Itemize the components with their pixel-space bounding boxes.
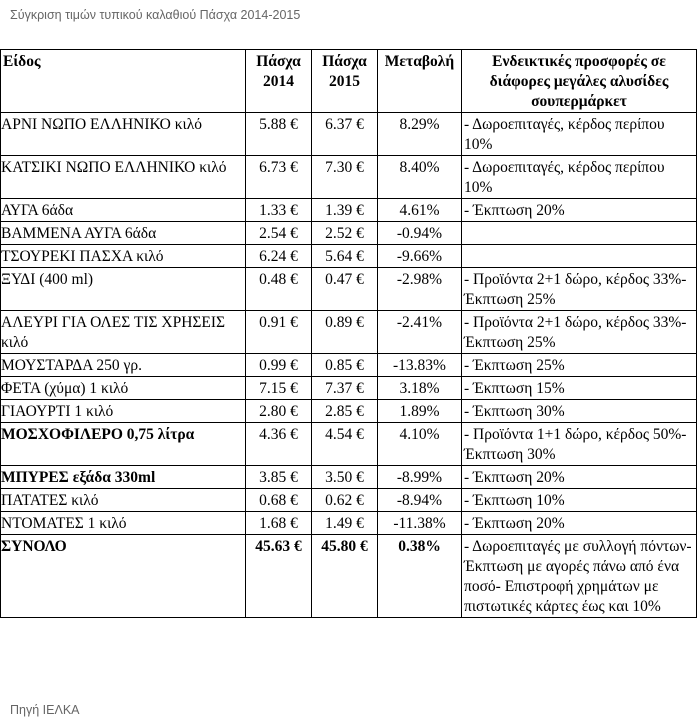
cell-change: 3.18% xyxy=(378,377,462,400)
cell-offer: - Προϊόντα 1+1 δώρο, κέρδος 50%- Έκπτωση 30% xyxy=(462,423,697,466)
cell-offer: - Δωροεπιταγές, κέρδος περίπου 10% xyxy=(462,156,697,199)
cell-price-2015: 3.50 € xyxy=(312,466,378,489)
cell-price-2014: 1.33 € xyxy=(246,199,312,222)
table-row xyxy=(1,245,697,268)
cell-price-2014: 2.54 € xyxy=(246,222,312,245)
cell-item: ΓΙΑΟΥΡΤΙ 1 κιλό xyxy=(1,400,246,423)
table-row xyxy=(1,423,697,466)
table-row xyxy=(1,268,697,311)
table-row xyxy=(1,156,697,199)
cell-item: ΜΟΥΣΤΑΡΔΑ 250 γρ. xyxy=(1,354,246,377)
table-row xyxy=(1,466,697,489)
header-easter-2014: Πάσχα 2014 xyxy=(246,50,312,113)
cell-offer xyxy=(462,222,697,245)
table-row xyxy=(1,512,697,535)
cell-change: -13.83% xyxy=(378,354,462,377)
total-offer: - Δωροεπιταγές με συλλογή πόντων- Έκπτωση με αγορές πάνω από ένα ποσό- Επιστροφή χρημάτων με πιστωτικές κάρτες έως και 10% xyxy=(462,535,697,618)
cell-offer: - Έκπτωση 20% xyxy=(462,466,697,489)
table-row xyxy=(1,113,697,156)
cell-item: ΑΡΝΙ ΝΩΠΟ ΕΛΛΗΝΙΚΟ κιλό xyxy=(1,113,246,156)
cell-offer: - Προϊόντα 2+1 δώρο, κέρδος 33%- Έκπτωση 25% xyxy=(462,268,697,311)
table-row xyxy=(1,199,697,222)
cell-change: -2.41% xyxy=(378,311,462,354)
total-price-2014: 45.63 € xyxy=(246,535,312,618)
cell-change: -2.98% xyxy=(378,268,462,311)
cell-item: ΞΥΔΙ (400 ml) xyxy=(1,268,246,311)
cell-change: -8.94% xyxy=(378,489,462,512)
price-comparison-table xyxy=(0,49,697,618)
total-row xyxy=(1,535,697,618)
cell-item: ΝΤΟΜΑΤΕΣ 1 κιλό xyxy=(1,512,246,535)
table-caption: Σύγκριση τιμών τυπικού καλαθιού Πάσχα 2014-2015 xyxy=(10,8,301,22)
cell-offer: - Έκπτωση 30% xyxy=(462,400,697,423)
cell-item: ΜΠΥΡΕΣ εξάδα 330ml xyxy=(1,466,246,489)
cell-price-2014: 1.68 € xyxy=(246,512,312,535)
cell-price-2014: 6.73 € xyxy=(246,156,312,199)
header-offers: Ενδεικτικές προσφορές σε διάφορες μεγάλες αλυσίδες σουπερμάρκετ xyxy=(462,50,697,113)
cell-offer: - Έκπτωση 20% xyxy=(462,199,697,222)
cell-price-2014: 0.68 € xyxy=(246,489,312,512)
cell-price-2014: 7.15 € xyxy=(246,377,312,400)
cell-price-2015: 4.54 € xyxy=(312,423,378,466)
cell-price-2015: 0.85 € xyxy=(312,354,378,377)
table-row xyxy=(1,400,697,423)
cell-price-2015: 0.62 € xyxy=(312,489,378,512)
cell-change: 8.40% xyxy=(378,156,462,199)
cell-item: ΤΣΟΥΡΕΚΙ ΠΑΣΧΑ κιλό xyxy=(1,245,246,268)
source-note: Πηγή ΙΕΛΚΑ xyxy=(10,703,80,717)
cell-price-2015: 0.89 € xyxy=(312,311,378,354)
cell-price-2015: 0.47 € xyxy=(312,268,378,311)
cell-price-2014: 0.99 € xyxy=(246,354,312,377)
table-row xyxy=(1,222,697,245)
cell-price-2014: 4.36 € xyxy=(246,423,312,466)
cell-price-2014: 6.24 € xyxy=(246,245,312,268)
cell-offer: - Έκπτωση 20% xyxy=(462,512,697,535)
cell-price-2014: 0.48 € xyxy=(246,268,312,311)
cell-change: 1.89% xyxy=(378,400,462,423)
cell-item: ΑΥΓΑ 6άδα xyxy=(1,199,246,222)
cell-price-2014: 3.85 € xyxy=(246,466,312,489)
cell-item: ΜΟΣΧΟΦΙΛΕΡΟ 0,75 λίτρα xyxy=(1,423,246,466)
total-price-2015: 45.80 € xyxy=(312,535,378,618)
cell-price-2015: 7.30 € xyxy=(312,156,378,199)
table-row xyxy=(1,489,697,512)
cell-offer: - Έκπτωση 25% xyxy=(462,354,697,377)
cell-price-2014: 5.88 € xyxy=(246,113,312,156)
cell-price-2015: 7.37 € xyxy=(312,377,378,400)
cell-price-2015: 1.39 € xyxy=(312,199,378,222)
cell-change: -8.99% xyxy=(378,466,462,489)
cell-price-2015: 5.64 € xyxy=(312,245,378,268)
cell-offer: - Δωροεπιταγές, κέρδος περίπου 10% xyxy=(462,113,697,156)
cell-item: ΚΑΤΣΙΚΙ ΝΩΠΟ ΕΛΛΗΝΙΚΟ κιλό xyxy=(1,156,246,199)
cell-price-2015: 2.52 € xyxy=(312,222,378,245)
cell-price-2014: 2.80 € xyxy=(246,400,312,423)
cell-offer: - Προϊόντα 2+1 δώρο, κέρδος 33%- Έκπτωση 25% xyxy=(462,311,697,354)
cell-change: 8.29% xyxy=(378,113,462,156)
cell-price-2015: 2.85 € xyxy=(312,400,378,423)
cell-price-2015: 6.37 € xyxy=(312,113,378,156)
table-row xyxy=(1,354,697,377)
cell-change: 4.61% xyxy=(378,199,462,222)
header-item: Είδος xyxy=(1,50,246,113)
cell-change: -9.66% xyxy=(378,245,462,268)
cell-offer: - Έκπτωση 15% xyxy=(462,377,697,400)
header-easter-2015: Πάσχα 2015 xyxy=(312,50,378,113)
cell-change: 4.10% xyxy=(378,423,462,466)
table-row xyxy=(1,311,697,354)
cell-item: ΑΛΕΥΡΙ ΓΙΑ ΟΛΕΣ ΤΙΣ ΧΡΗΣΕΙΣ κιλό xyxy=(1,311,246,354)
cell-change: -11.38% xyxy=(378,512,462,535)
cell-price-2014: 0.91 € xyxy=(246,311,312,354)
cell-item: ΠΑΤΑΤΕΣ κιλό xyxy=(1,489,246,512)
table-header-row xyxy=(1,50,697,113)
total-change: 0.38% xyxy=(378,535,462,618)
header-change: Μεταβολή xyxy=(378,50,462,113)
table-row xyxy=(1,377,697,400)
cell-item: ΦΕΤΑ (χύμα) 1 κιλό xyxy=(1,377,246,400)
cell-offer xyxy=(462,245,697,268)
cell-change: -0.94% xyxy=(378,222,462,245)
total-label: ΣΥΝΟΛΟ xyxy=(1,535,246,618)
cell-item: ΒΑΜΜΕΝΑ ΑΥΓΑ 6άδα xyxy=(1,222,246,245)
cell-price-2015: 1.49 € xyxy=(312,512,378,535)
cell-offer: - Έκπτωση 10% xyxy=(462,489,697,512)
